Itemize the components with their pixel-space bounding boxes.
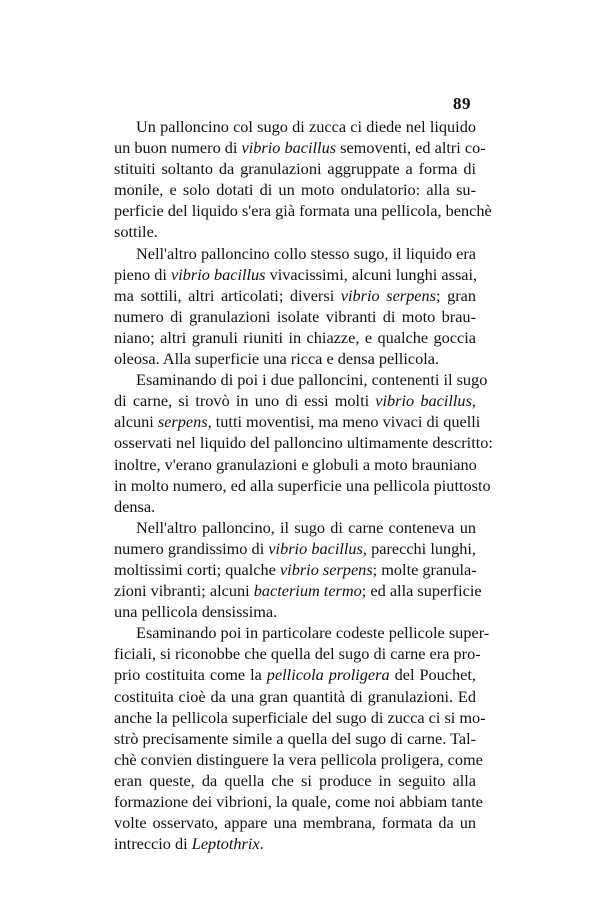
text-segment: ma sottili, altri articolati; diversi xyxy=(114,285,341,305)
italic-term: vibrio serpens xyxy=(279,559,373,579)
text-segment: moltissimi corti; qualche xyxy=(114,559,280,579)
text-segment: . xyxy=(259,834,264,854)
text-line xyxy=(114,327,476,348)
text-segment: ; gran xyxy=(435,285,476,305)
italic-term: vibrio bacillus xyxy=(241,138,337,158)
italic-term: vibrio bacillus xyxy=(375,391,472,411)
italic-term: bacterium termo xyxy=(253,581,362,601)
italic-term: Leptothrix xyxy=(191,834,260,854)
text-segment: alcuni xyxy=(114,412,158,432)
text-segment: ficiali, si riconobbe che quella del sugo di carne era pro- xyxy=(114,644,481,664)
text-segment: strò precisamente simile a quella del sugo di carne. Tal- xyxy=(114,728,477,748)
text-segment: Esaminando di poi i due palloncini, contenenti il sugo xyxy=(136,370,488,390)
text-segment: eran queste, da quella che si produce in seguito alla xyxy=(114,770,476,790)
text-line xyxy=(114,475,491,496)
italic-term: vibrio bacillus xyxy=(170,264,266,284)
text-line xyxy=(114,179,476,200)
text-segment: Un palloncino col sugo di zucca ci diede nel liquido xyxy=(136,117,476,136)
text-segment: ; molte granula- xyxy=(372,559,477,579)
text-segment: sottile. xyxy=(114,222,158,242)
text-segment: monile, e solo dotati di un moto ondulatorio: alla su- xyxy=(114,180,476,200)
text-segment: Esaminando poi in particolare codeste pellicole super- xyxy=(136,623,490,643)
text-segment: volte osservato, appare una membrana, formata da un xyxy=(114,813,476,833)
text-segment: , tutti moventisi, ma meno vivaci di quelli xyxy=(207,412,481,432)
text-segment: formazione dei vibrioni, la quale, come noi abbiam tante xyxy=(114,792,483,811)
italic-term: vibrio serpens xyxy=(340,285,436,305)
text-segment: numero di granulazioni isolate vibranti di moto brau- xyxy=(114,306,476,326)
text-line xyxy=(114,686,476,707)
text-segment: un buon numero di xyxy=(114,138,242,158)
text-line xyxy=(114,622,490,643)
page-number: 89 xyxy=(453,94,471,113)
text-line xyxy=(114,306,476,327)
text-line xyxy=(114,664,476,685)
text-line xyxy=(114,116,476,137)
text-segment: di carne, si trovò in uno di essi molti xyxy=(114,391,376,411)
italic-term: vibrio bacillus xyxy=(268,538,363,558)
text-line xyxy=(114,496,476,517)
text-segment: in molto numero, ed alla superficie una pellicola piuttosto xyxy=(114,475,491,495)
text-segment: niano; altri granuli riuniti in chiazze, e qualche goccia xyxy=(114,327,476,347)
text-line xyxy=(114,137,486,158)
text-line xyxy=(114,221,476,242)
paragraph xyxy=(114,243,476,370)
text-line xyxy=(114,432,493,453)
text-segment: intreccio di xyxy=(114,834,192,854)
text-segment: chè convien distinguere la vera pellicola proligera, come xyxy=(114,749,483,769)
text-segment: , parecchi lunghi, xyxy=(362,538,476,558)
text-segment: anche la pellicola superficiale del sugo di zucca ci si mo- xyxy=(114,707,486,727)
paragraph xyxy=(114,116,492,243)
text-line xyxy=(114,200,492,221)
paragraph xyxy=(114,369,493,517)
text-line xyxy=(114,369,488,390)
text-line xyxy=(114,791,483,812)
text-line xyxy=(114,517,476,538)
body-text xyxy=(114,116,493,854)
text-line xyxy=(114,643,481,664)
text-segment: Nell'altro palloncino, il sugo di carne conteneva un xyxy=(136,517,476,537)
text-segment: prio costituita come la xyxy=(114,665,267,685)
text-line xyxy=(114,728,476,749)
italic-term: pellicola proligera xyxy=(266,665,390,685)
text-segment: Nell'altro palloncino collo stesso sugo, il liquido era xyxy=(136,243,476,263)
text-segment: ; ed alla superficie xyxy=(361,581,482,601)
text-line xyxy=(114,812,476,833)
text-line xyxy=(114,243,476,264)
text-line xyxy=(114,707,486,728)
text-segment: una pellicola densissima. xyxy=(114,602,278,622)
text-line xyxy=(114,264,476,285)
text-segment: stituiti soltanto da granulazioni aggruppate a forma di xyxy=(114,159,476,179)
text-line xyxy=(114,538,476,559)
text-line xyxy=(114,411,481,432)
text-segment: vivacissimi, alcuni lunghi assai, xyxy=(265,264,478,284)
text-line xyxy=(114,770,476,791)
text-line xyxy=(114,158,476,179)
text-segment: del Pouchet, xyxy=(389,665,476,685)
text-segment: costituita cioè da una gran quantità di granulazioni. Ed xyxy=(114,686,476,706)
text-segment: densa. xyxy=(114,496,156,516)
text-segment: zioni vibranti; alcuni xyxy=(114,581,254,601)
text-line xyxy=(114,390,476,411)
text-line xyxy=(114,454,476,475)
text-line xyxy=(114,580,482,601)
text-segment: numero grandissimo di xyxy=(114,538,269,558)
text-segment: semoventi, ed altri co- xyxy=(336,138,486,158)
text-line xyxy=(114,348,476,369)
text-segment: perficie del liquido s'era già formata una pellicola, benchè xyxy=(114,201,492,221)
paragraph xyxy=(114,517,482,622)
text-segment: osservati nel liquido del palloncino ultimamente descritto: xyxy=(114,433,493,453)
text-segment: , xyxy=(471,391,476,411)
text-line xyxy=(114,559,476,580)
text-segment: oleosa. Alla superficie una ricca e densa pellicola. xyxy=(114,349,440,369)
text-segment: inoltre, v'erano granulazioni e globuli a moto brauniano xyxy=(114,454,477,474)
text-line xyxy=(114,285,476,306)
text-line xyxy=(114,601,476,622)
italic-term: serpens xyxy=(157,412,208,432)
paragraph xyxy=(114,622,490,854)
text-segment: pieno di xyxy=(114,264,171,284)
text-line xyxy=(114,749,483,770)
text-line xyxy=(114,833,476,854)
